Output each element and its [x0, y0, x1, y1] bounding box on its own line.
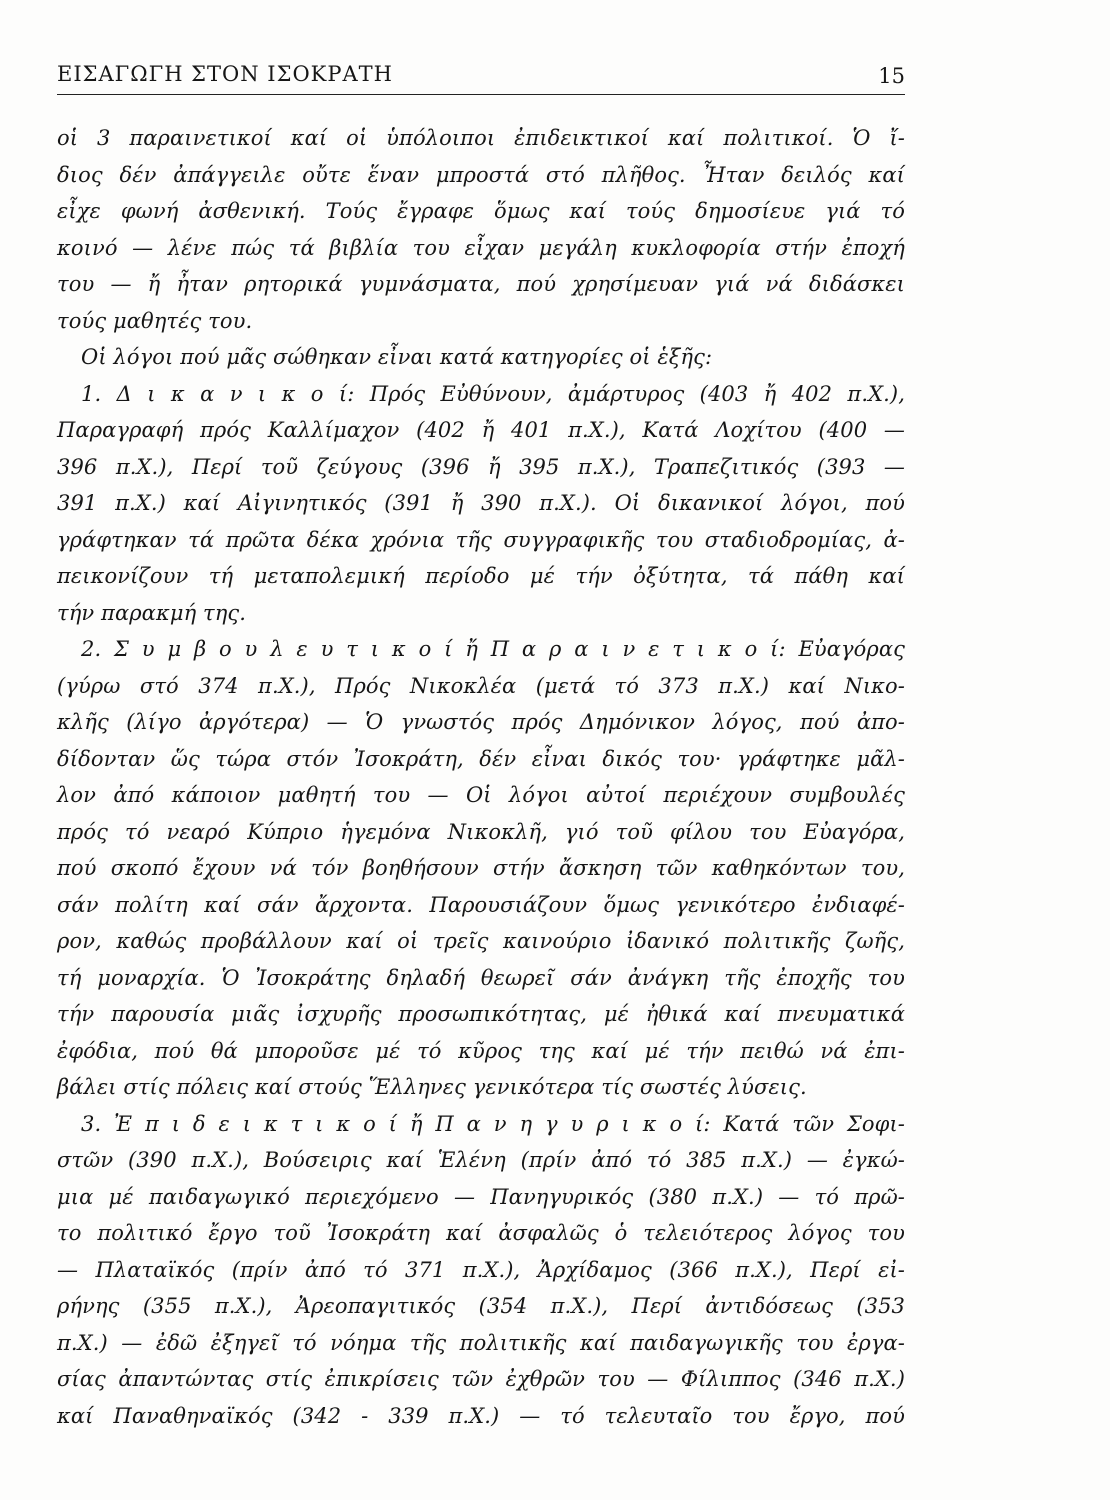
text-line: 2. Σ υ μ β ο υ λ ε υ τ ι κ ο ί ἤ Π α ρ α ι ν ε τ ι κ ο ί: Εὐαγόρας	[81, 637, 905, 661]
text-line: του — ἤ ἦταν ρητορικά γυμνάσματα, πού χρησίμευαν γιά νά διδάσκει	[57, 272, 905, 296]
text-line: διος δέν ἀπάγγειλε οὔτε ἕναν μπροστά στό πλῆθος. Ἦταν δειλός καί	[57, 162, 905, 187]
text-line: 391 π.Χ.) καί Αἰγινητικός (391 ἤ 390 π.Χ.). Οἱ δικανικοί λόγοι, πού	[57, 491, 905, 515]
text-line: σίας ἀπαντώντας στίς ἐπικρίσεις τῶν ἐχθρῶν του — Φίλιππος (346 π.Χ.)	[57, 1367, 905, 1391]
running-head	[57, 58, 905, 95]
text-line: τήν παρουσία μιᾶς ἰσχυρῆς προσωπικότητας, μέ ἠθικά καί πνευματικά	[57, 1002, 905, 1026]
text-line: στῶν (390 π.Χ.), Βούσειρις καί Ἑλένη (πρίν ἀπό τό 385 π.Χ.) — ἐγκώ-	[57, 1148, 905, 1172]
text-line: π.Χ.) — ἐδῶ ἐξηγεῖ τό νόημα τῆς πολιτικῆς καί παιδαγωγικῆς του ἐργα-	[57, 1330, 905, 1355]
text-line: πρός τό νεαρό Κύπριο ἡγεμόνα Νικοκλῆ, γιό τοῦ φίλου του Εὐαγόρα,	[57, 819, 905, 844]
text-line: μια μέ παιδαγωγικό περιεχόμενο — Πανηγυρικός (380 π.Χ.) — τό πρῶ-	[57, 1184, 905, 1209]
running-head-title: ΕΙΣΑΓΩΓΗ ΣΤΟΝ ΙΣΟΚΡΑΤΗ	[57, 62, 393, 86]
text-line: κλῆς (λίγο ἀργότερα) — Ὁ γνωστός πρός Δημόνικον λόγος, πού ἀπο-	[57, 710, 905, 734]
text-line: τήν παρακμή της.	[57, 600, 247, 625]
text-line: πού σκοπό ἔχουν νά τόν βοηθήσουν στήν ἄσκηση τῶν καθηκόντων του,	[57, 856, 905, 880]
text-line: Παραγραφή πρός Καλλίμαχον (402 ἤ 401 π.Χ.), Κατά Λοχίτου (400 —	[57, 418, 905, 442]
text-line: 396 π.Χ.), Περί τοῦ ζεύγους (396 ἤ 395 π.Χ.), Τραπεζιτικός (393 —	[57, 454, 905, 479]
text-line: τή μοναρχία. Ὁ Ἰσοκράτης δηλαδή θεωρεῖ σάν ἀνάγκη τῆς ἐποχῆς του	[57, 965, 905, 990]
text-line: (γύρω στό 374 π.Χ.), Πρός Νικοκλέα (μετά τό 373 π.Χ.) καί Νικο-	[57, 673, 905, 698]
text-line: εἶχε φωνή ἀσθενική. Τούς ἔγραφε ὅμως καί τούς δημοσίευε γιά τό	[57, 199, 905, 223]
text-line: Οἱ λόγοι πού μᾶς σώθηκαν εἶναι κατά κατηγορίες οἱ ἑξῆς:	[81, 345, 713, 369]
text-line: σάν πολίτη καί σάν ἄρχοντα. Παρουσιάζουν ὅμως γενικότερο ἐνδιαφέ-	[57, 892, 905, 917]
text-line: καί Παναθηναϊκός (342 - 339 π.Χ.) — τό τελευταῖο του ἔργο, πού	[57, 1403, 905, 1428]
text-line: γράφτηκαν τά πρῶτα δέκα χρόνια τῆς συγγραφικῆς του σταδιοδρομίας, ἀ-	[57, 527, 905, 552]
text-line: — Πλαταϊκός (πρίν ἀπό τό 371 π.Χ.), Ἀρχίδαμος (366 π.Χ.), Περί εἰ-	[57, 1257, 905, 1282]
text-line: κοινό — λένε πώς τά βιβλία του εἶχαν μεγάλη κυκλοφορία στήν ἐποχή	[57, 235, 905, 260]
text-line: 3. Ἐ π ι δ ε ι κ τ ι κ ο ί ἤ Π α ν η γ υ ρ ι κ ο ί: Κατά τῶν Σοφι-	[81, 1111, 905, 1136]
text-line: λον ἀπό κάποιον μαθητή του — Οἱ λόγοι αὐτοί περιέχουν συμβουλές	[57, 783, 905, 807]
text-line: δίδονταν ὥς τώρα στόν Ἰσοκράτη, δέν εἶναι δικός του· γράφτηκε μᾶλ-	[57, 746, 905, 771]
page-number: 15	[878, 64, 905, 88]
body-text	[57, 120, 905, 1434]
text-line: ἐφόδια, πού θά μποροῦσε μέ τό κῦρος της καί μέ τήν πειθώ νά ἐπι-	[57, 1038, 905, 1063]
text-line: βάλει στίς πόλεις καί στούς Ἕλληνες γενικότερα τίς σωστές λύσεις.	[57, 1075, 807, 1099]
text-line: ρήνης (355 π.Χ.), Ἀρεοπαγιτικός (354 π.Χ.), Περί ἀντιδόσεως (353	[57, 1294, 905, 1318]
text-line: 1. Δ ι κ α ν ι κ ο ί: Πρός Εὐθύνουν, ἀμάρτυρος (403 ἤ 402 π.Χ.),	[81, 381, 905, 406]
text-line: τούς μαθητές του.	[57, 308, 253, 333]
text-line: οἱ 3 παραινετικοί καί οἱ ὑπόλοιποι ἐπιδεικτικοί καί πολιτικοί. Ὁ ἴ-	[57, 126, 905, 150]
text-line: το πολιτικό ἔργο τοῦ Ἰσοκράτη καί ἀσφαλῶς ὁ τελειότερος λόγος του	[57, 1221, 905, 1245]
text-line: ρον, καθώς προβάλλουν καί οἱ τρεῖς καινούριο ἰδανικό πολιτικῆς ζωῆς,	[57, 929, 905, 953]
text-line: πεικονίζουν τή μεταπολεμική περίοδο μέ τήν ὀξύτητα, τά πάθη καί	[57, 564, 905, 588]
